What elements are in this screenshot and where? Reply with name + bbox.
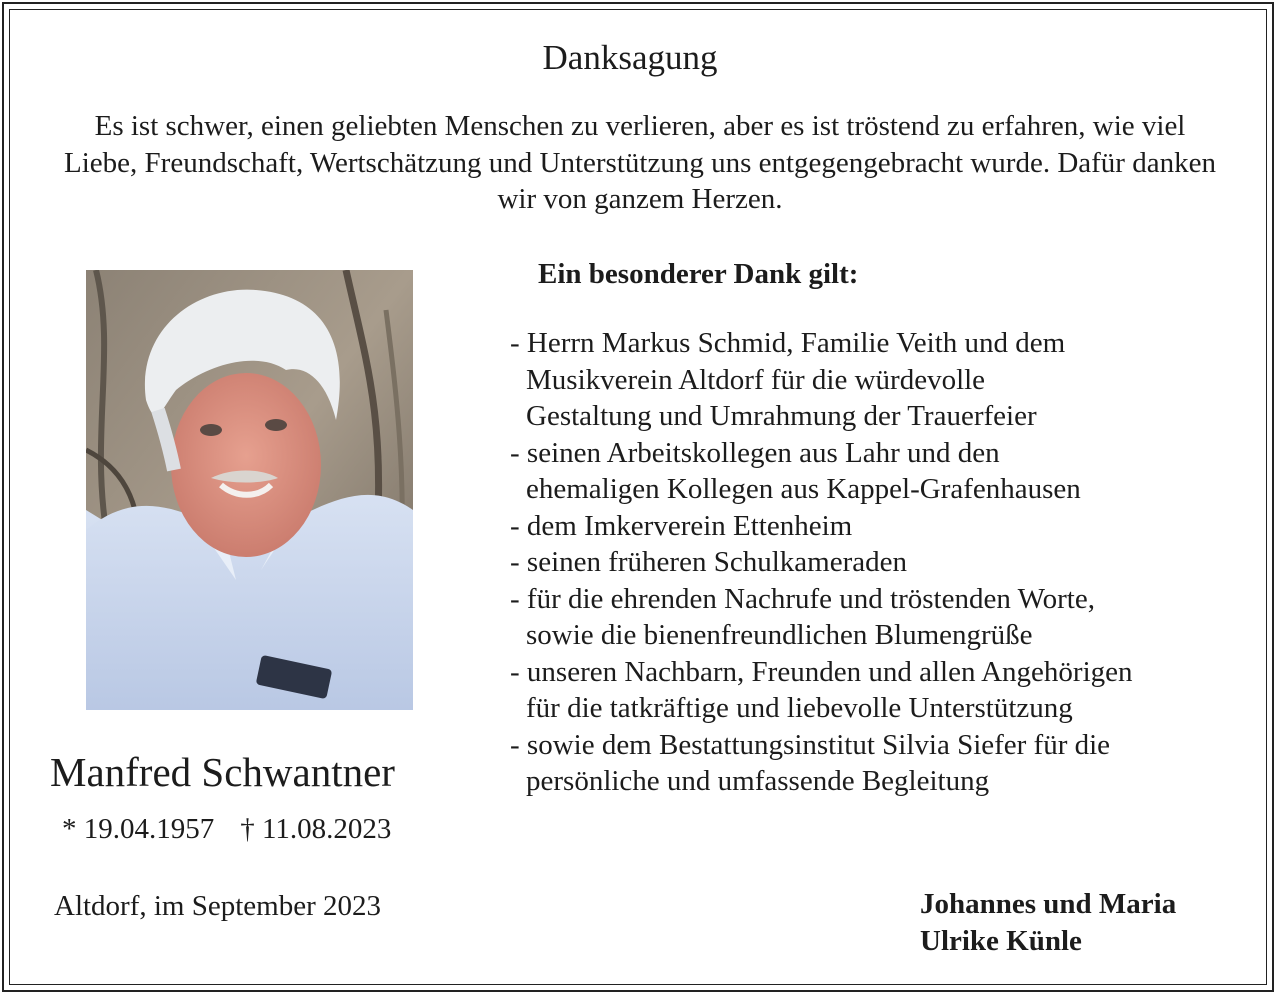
thanks-line: sowie die bienenfreundlichen Blumengrüße xyxy=(526,619,1033,651)
thanks-line: für die tatkräftige und liebevolle Unterstützung xyxy=(526,692,1073,724)
thanks-line: Musikverein Altdorf für die würdevolle xyxy=(526,363,986,396)
thanks-line: Gestaltung und Umrahmung der Trauerfeier xyxy=(526,400,1037,432)
birth-date: * 19.04.1957 xyxy=(62,813,215,845)
thanks-line: - dem Imkerverein Ettenheim xyxy=(510,509,853,542)
thanks-heading: Ein besonderer Dank gilt: xyxy=(538,258,859,290)
thanks-line: - sowie dem Bestattungsinstitut Silvia Siefer für die xyxy=(510,728,1111,761)
place-and-date: Altdorf, im September 2023 xyxy=(54,890,382,922)
thanks-line: persönliche und umfassende Begleitung xyxy=(526,765,990,797)
thanks-line: ehemaligen Kollegen aus Kappel-Grafenhausen xyxy=(526,473,1081,505)
deceased-name: Manfred Schwantner xyxy=(50,749,395,795)
thanks-item xyxy=(510,508,1133,545)
thanks-line: - seinen früheren Schulkameraden xyxy=(510,546,907,578)
thanks-item xyxy=(510,435,1133,508)
thanks-item xyxy=(510,654,1133,727)
thanks-item xyxy=(510,581,1133,654)
thanks-item xyxy=(510,544,1133,581)
death-date: † 11.08.2023 xyxy=(240,813,392,845)
thanks-line: - seinen Arbeitskollegen aus Lahr und den xyxy=(510,436,1000,469)
signature-line: Johannes und Maria xyxy=(920,888,1177,920)
thanks-line: - Herrn Markus Schmid, Familie Veith und dem xyxy=(510,327,1066,359)
thanks-list xyxy=(510,325,1133,800)
thanks-line: - unseren Nachbarn, Freunden und allen Angehörigen xyxy=(510,655,1133,688)
thanks-line: - für die ehrenden Nachrufe und tröstenden Worte, xyxy=(510,582,1095,615)
signature-line: Ulrike Künle xyxy=(920,925,1082,957)
life-dates xyxy=(62,813,391,846)
signature xyxy=(920,886,1176,960)
thanks-item xyxy=(510,325,1133,435)
portrait-photo xyxy=(86,270,413,710)
thanks-item xyxy=(510,727,1133,800)
intro-text: Es ist schwer, einen geliebten Menschen zu verlieren, aber es ist tröstend zu erfahren, wie viel Liebe, Freundschaft, Wertschätzung und Unterstützung uns entgegengebracht wurde. Dafür danken wir von ganzem Herzen. xyxy=(64,110,1216,215)
page-title: Danksagung xyxy=(542,38,718,77)
